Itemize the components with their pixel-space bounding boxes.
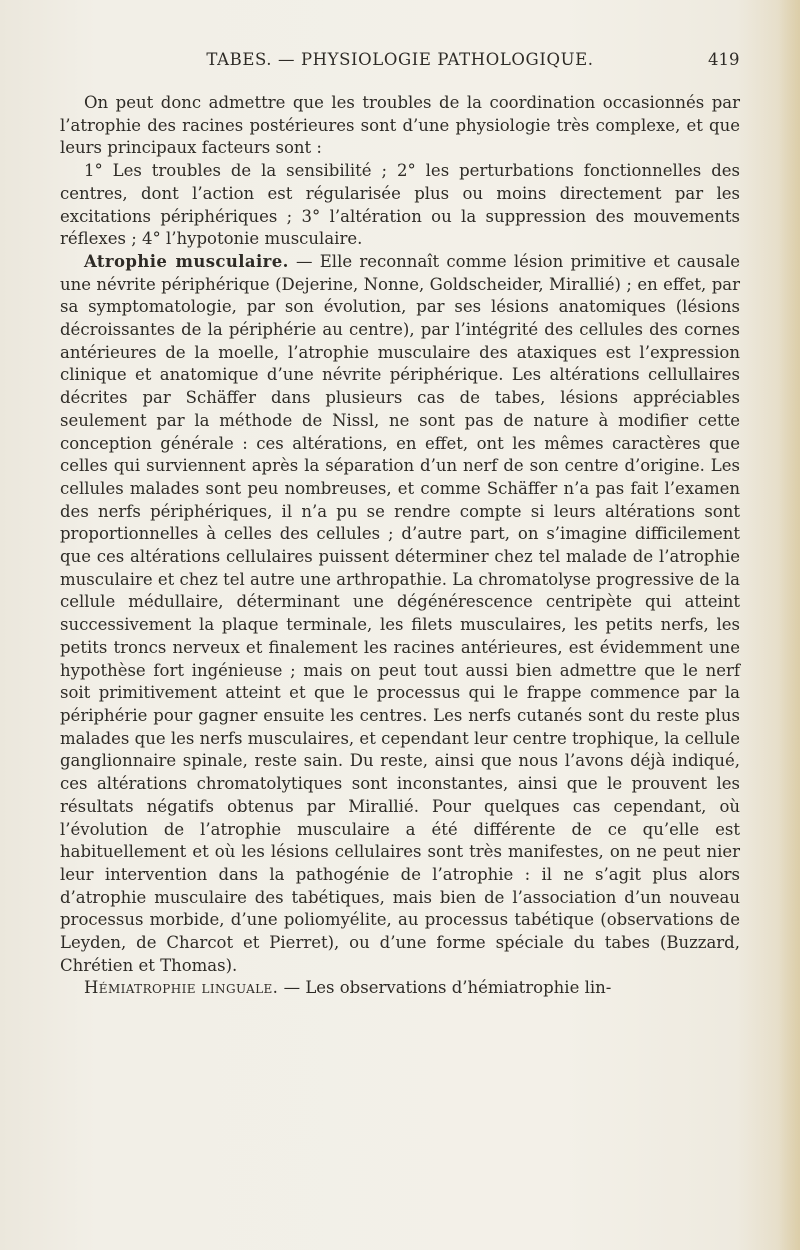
page-edge-stain [778, 0, 800, 1250]
paragraph-coordination: On peut donc admettre que les troubles de la coordination occasionnés par l’atrophie des racines postérieures sont d’une physiologie très complexe, et que leurs principaux facteurs sont : [60, 93, 740, 158]
paragraph-hemiatrophie-linguale [60, 977, 740, 1000]
paragraph-atrophie-musculaire [60, 251, 740, 978]
paragraph-hemiatrophie-text: — Les observations d’hémiatrophie lin- [278, 978, 612, 998]
body-text [60, 92, 740, 1000]
section-heading-atrophie-musculaire: Atrophie musculaire. [84, 251, 289, 271]
running-title: TABES. — PHYSIOLOGIE PATHOLOGIQUE. [206, 50, 594, 69]
paragraph-factors: 1° Les troubles de la sensibilité ; 2° les perturbations fonctionnelles des centres, dont l’action est régularisée plus ou moins directement par les excitations périphériques ; 3° l’altération ou la suppression des mouvements réflexes ; 4° l’hypotonie musculaire. [60, 161, 740, 249]
section-heading-hemiatrophie-linguale: Hémiatrophie linguale. [84, 978, 279, 998]
paragraph-atrophie-text: — Elle reconnaît comme lésion primitive et causale une névrite périphérique (Dejerine, Nonne, Goldscheider, Mirallié) ; en effet, par sa symptomatologie, par son évolution, par ses lésions anatomiques (lésions décroissantes de la périphérie au centre), par l’intégrité des cellules des cornes antérieures de la moelle, l’atrophie musculaire des ataxiques est l’expression clinique et anatomique d’une névrite périphérique. Les altérations cellullaires décrites par Schäffer dans plusieurs cas de tabes, lésions appréciables seulement par la méthode de Nissl, ne sont pas de nature à modifier cette conception générale : ces altérations, en effet, ont les mêmes caractères que celles qui surviennent après la séparation d’un nerf de son centre d’origine. Les cellules malades sont peu nombreuses, et comme Schäffer n’a pas fait l’examen des nerfs périphériques, il n’a pu se rendre compte si leurs altérations sont proportionnelles à celles des cellules ; d’autre part, on s’imagine difficilement que ces altérations cellulaires puissent déterminer chez tel malade de l’atrophie musculaire et chez tel autre une arthropathie. La chromatolyse progressive de la cellule médullaire, déterminant une dégénérescence centripète qui atteint successivement la plaque terminale, les filets musculaires, les petits nerfs, les petits troncs nerveux et finalement les racines antérieures, est évidemment une hypothèse fort ingénieuse ; mais on peut tout aussi bien admettre que le nerf soit primitivement atteint et que le processus qui le frappe commence par la périphérie pour gagner ensuite les centres. Les nerfs cutanés sont du reste plus malades que les nerfs musculaires, et cependant leur centre trophique, la cellule ganglionnaire spinale, reste sain. Du reste, ainsi que nous l’avons déjà indiqué, ces altérations chromatolytiques sont inconstantes, ainsi que le prouvent les résultats négatifs obtenus par Mirallié. Pour quelques cas cependant, où l’évolution de l’atrophie musculaire a été différente de ce qu’elle est habituellement et où les lésions cellulaires sont très manifestes, on ne peut nier leur intervention dans la pathogénie de l’atrophie : il ne s’agit plus alors d’atrophie musculaire des tabétiques, mais bien de l’association d’un nouveau processus morbide, d’une poliomyélite, au processus tabétique (observations de Leyden, de Charcot et Pierret), ou d’une forme spéciale du tabes (Buzzard, Chrétien et Thomas). [60, 251, 740, 975]
page-header [0, 46, 800, 76]
page-number: 419 [708, 50, 740, 69]
